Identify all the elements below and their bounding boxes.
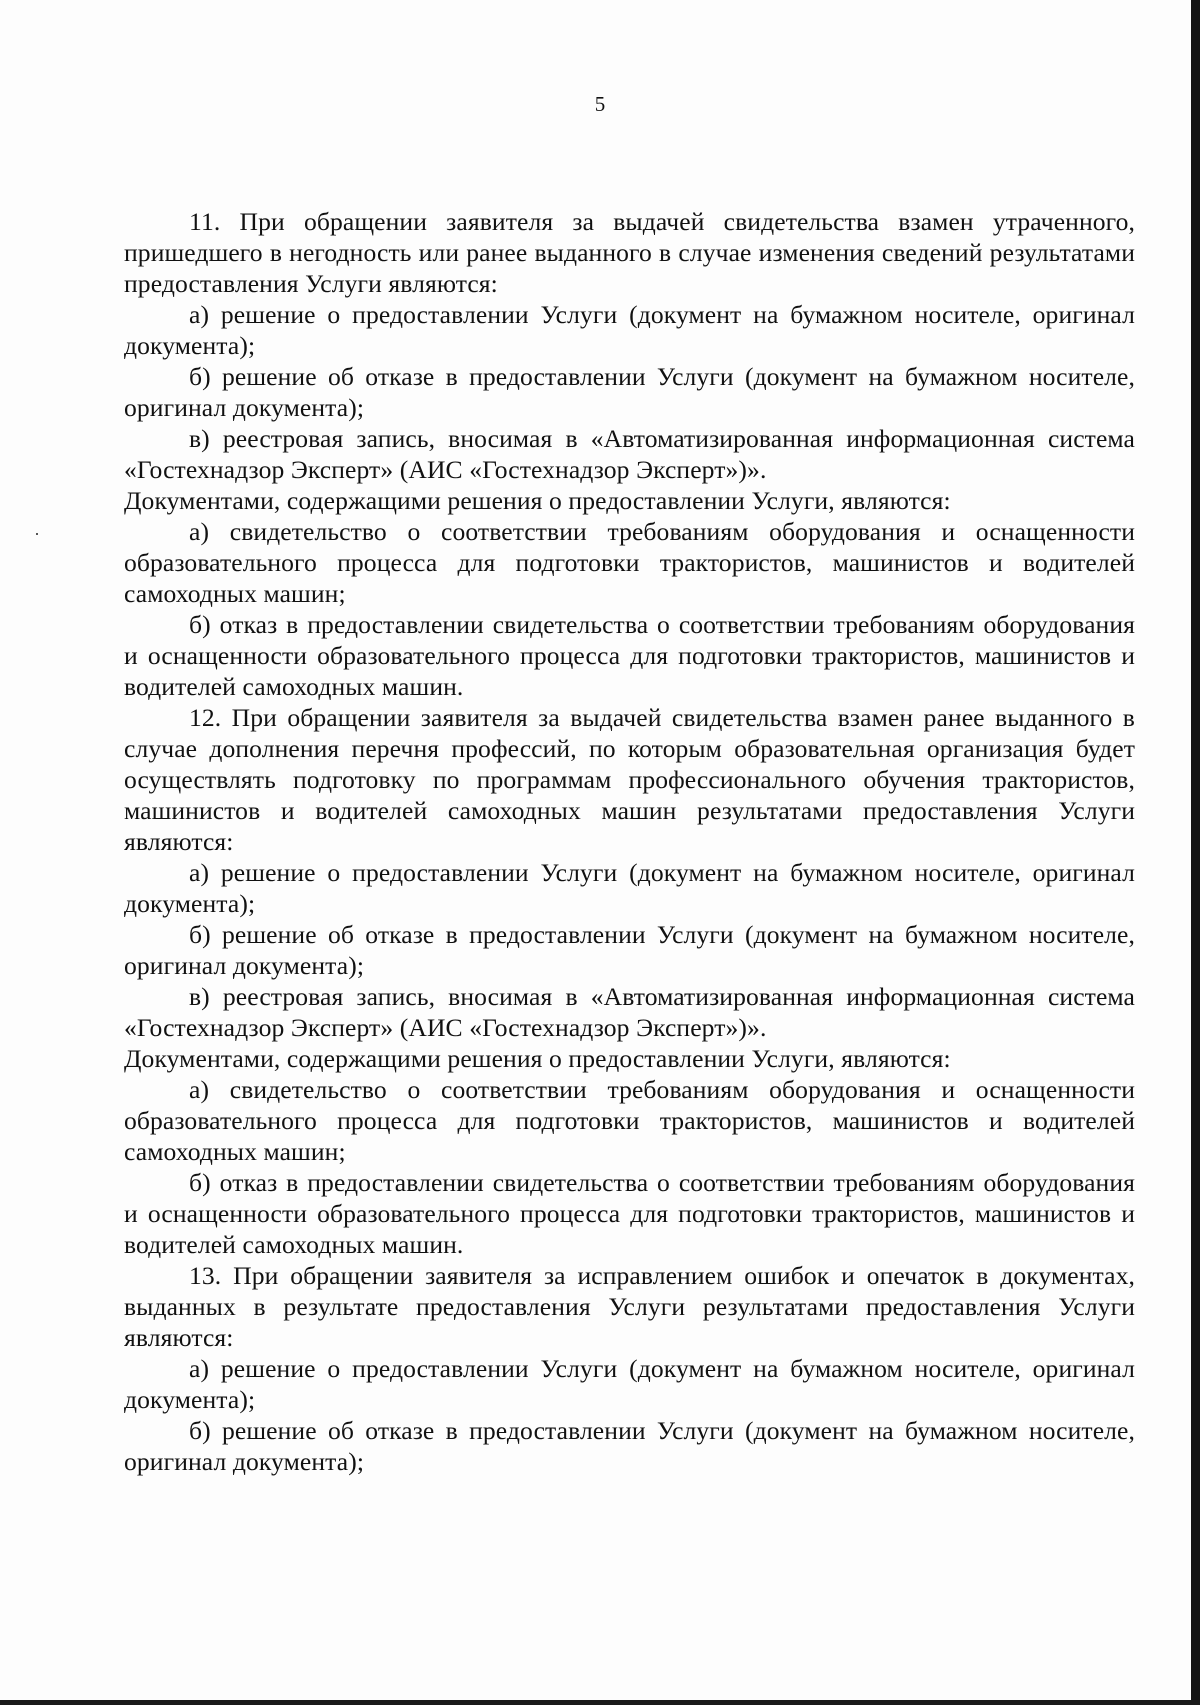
paragraph-12-b: б) решение об отказе в предоставлении Услуги (документ на бумажном носителе, оригинал документа); [124,920,1135,980]
paragraph-11-v: в) реестровая запись, вносимая в «Автоматизированная информационная система «Гостехнадзор Эксперт» (АИС «Гостехнадзор Эксперт»)». [124,424,1135,484]
paragraph-11-documents-heading: Документами, содержащими решения о предоставлении Услуги, являются: [124,486,951,515]
paragraph-13-a: а) решение о предоставлении Услуги (документ на бумажном носителе, оригинал документа); [124,1354,1135,1414]
paragraph-13-intro: 13. При обращении заявителя за исправлением ошибок и опечаток в документах, выданных в результате предоставления Услуги результатами предоставления Услуги являются: [124,1261,1135,1352]
scan-speck [36,533,38,535]
page-number: 5 [594,92,606,116]
paragraph-12-a: а) решение о предоставлении Услуги (документ на бумажном носителе, оригинал документа); [124,858,1135,918]
paragraph-11-docs-a: а) свидетельство о соответствии требованиям оборудования и оснащенности образовательного процесса для подготовки трактористов, машинистов и водителей самоходных машин; [124,517,1135,608]
paragraph-11-b: б) решение об отказе в предоставлении Услуги (документ на бумажном носителе, оригинал документа); [124,362,1135,422]
document-body [124,206,1135,1477]
paragraph-11-docs-b: б) отказ в предоставлении свидетельства о соответствии требованиям оборудования и оснащенности образовательного процесса для подготовки трактористов, машинистов и водителей самоходных машин. [124,610,1135,701]
paragraph-12-v: в) реестровая запись, вносимая в «Автоматизированная информационная система «Гостехнадзор Эксперт» (АИС «Гостехнадзор Эксперт»)». [124,982,1135,1042]
scan-edge-right [1191,0,1200,1705]
paragraph-12-documents-heading: Документами, содержащими решения о предоставлении Услуги, являются: [124,1044,951,1073]
paragraph-12-docs-a: а) свидетельство о соответствии требованиям оборудования и оснащенности образовательного процесса для подготовки трактористов, машинистов и водителей самоходных машин; [124,1075,1135,1166]
paragraph-11-intro: 11. При обращении заявителя за выдачей свидетельства взамен утраченного, пришедшего в негодность или ранее выданного в случае изменения сведений результатами предоставления Услуги являются: [124,207,1135,298]
paragraph-12-docs-b: б) отказ в предоставлении свидетельства о соответствии требованиям оборудования и оснащенности образовательного процесса для подготовки трактористов, машинистов и водителей самоходных машин. [124,1168,1135,1259]
paragraph-11-a: а) решение о предоставлении Услуги (документ на бумажном носителе, оригинал документа); [124,300,1135,360]
paragraph-13-b: б) решение об отказе в предоставлении Услуги (документ на бумажном носителе, оригинал документа); [124,1416,1135,1476]
scan-edge-bottom [0,1700,1200,1705]
paragraph-12-intro: 12. При обращении заявителя за выдачей свидетельства взамен ранее выданного в случае дополнения перечня профессий, по которым образовательная организация будет осуществлять подготовку по программам профессионального обучения трактористов, машинистов и водителей самоходных машин результатами предоставления Услуги являются: [124,703,1135,856]
